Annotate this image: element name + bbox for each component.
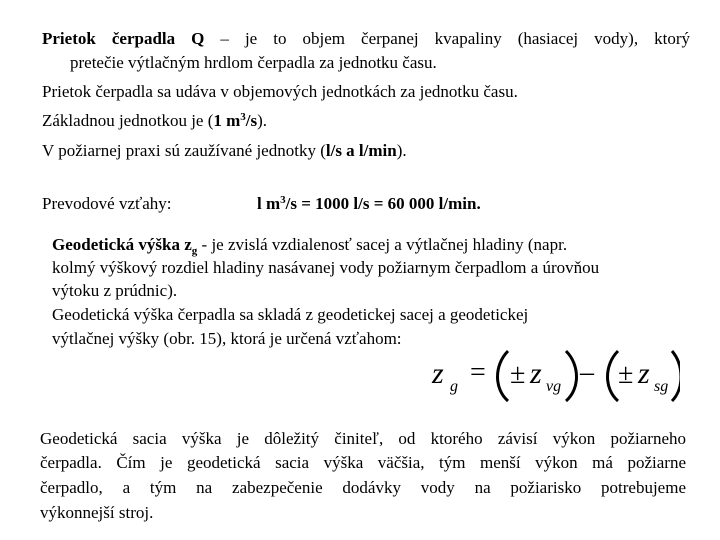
formula-paren-left-1: [498, 351, 509, 401]
base-unit-post: ).: [257, 111, 268, 130]
practice-units-sentence: [42, 140, 407, 162]
prietok-units-sentence: Prietok čerpadla sa udáva v objemových jednotkách za jednotku času.: [42, 82, 518, 101]
geodetic-definition-line3: výtoku z prúdnic).: [52, 281, 178, 300]
suction-line3: čerpadlo, a tým na zabezpečenie dodávky vody na požiarisko potrebujeme: [40, 478, 686, 497]
practice-units-post: ).: [396, 141, 407, 160]
prietok-term: Prietok čerpadla Q: [42, 29, 205, 48]
formula-lhs-sub: g: [450, 378, 458, 395]
prietok-definition-text: – je to objem čerpanej kvapaliny (hasiacej vody), ktorý: [204, 29, 690, 48]
formula-term2: z: [638, 357, 650, 390]
base-unit-sentence: [42, 110, 267, 132]
formula-term1-sub: vg: [546, 378, 562, 395]
formula-paren-left-2: [608, 351, 619, 401]
geodetic-height-formula: [430, 345, 680, 405]
geodetic-composition-line1: Geodetická výška čerpadla sa skladá z geodetickej sacej a geodetickej: [52, 305, 529, 324]
geodetic-term: Geodetická výška $z_g$: [52, 235, 198, 257]
formula-equals: =: [470, 357, 486, 388]
conversion-label: Prevodové vzťahy:: [42, 194, 172, 213]
geodetic-definition-line1: [52, 234, 567, 256]
suction-line1: Geodetická sacia výška je dôležitý činiteľ, od ktorého závisí výkon požiarneho: [40, 429, 686, 448]
formula-term1: z: [530, 357, 542, 390]
suction-line2: čerpadla. Čím je geodetická sacia výška väčšia, tým menší výkon má požiarne: [40, 453, 686, 472]
formula-pm-1: ±: [510, 359, 526, 390]
suction-line4: výkonnejší stroj.: [40, 503, 154, 522]
conversion-formula: l $m^3/s = 1000$ l/s = 60 000 l/min.: [257, 194, 481, 213]
base-unit-value: 1 $m^3/s$: [213, 111, 258, 130]
formula-paren-right-2: [672, 351, 680, 401]
geodetic-composition-line2: výtlačnej výšky (obr. 15), ktorá je určená vzťahom:: [52, 329, 402, 348]
practice-units: l/s a l/min: [325, 141, 397, 160]
base-unit-pre: Základnou jednotkou je (: [42, 111, 214, 130]
formula-lhs: z: [432, 357, 444, 390]
prietok-definition-line2: pretečie výtlačným hrdlom čerpadla za jednotku času.: [70, 53, 437, 72]
formula-term2-sub: sg: [654, 378, 669, 395]
geodetic-definition-text: - je zvislá vzdialenosť sacej a výtlačnej hladiny (napr.: [197, 235, 568, 254]
geodetic-definition-line2: kolmý výškový rozdiel hladiny nasávanej vody požiarnym čerpadlom a úrovňou: [52, 258, 600, 277]
prietok-definition-line1: [42, 28, 690, 50]
formula-paren-right-1: [566, 351, 577, 401]
practice-units-pre: V požiarnej praxi sú zaužívané jednotky (: [42, 141, 326, 160]
formula-pm-2: ±: [618, 359, 634, 390]
formula-minus: –: [580, 357, 594, 388]
